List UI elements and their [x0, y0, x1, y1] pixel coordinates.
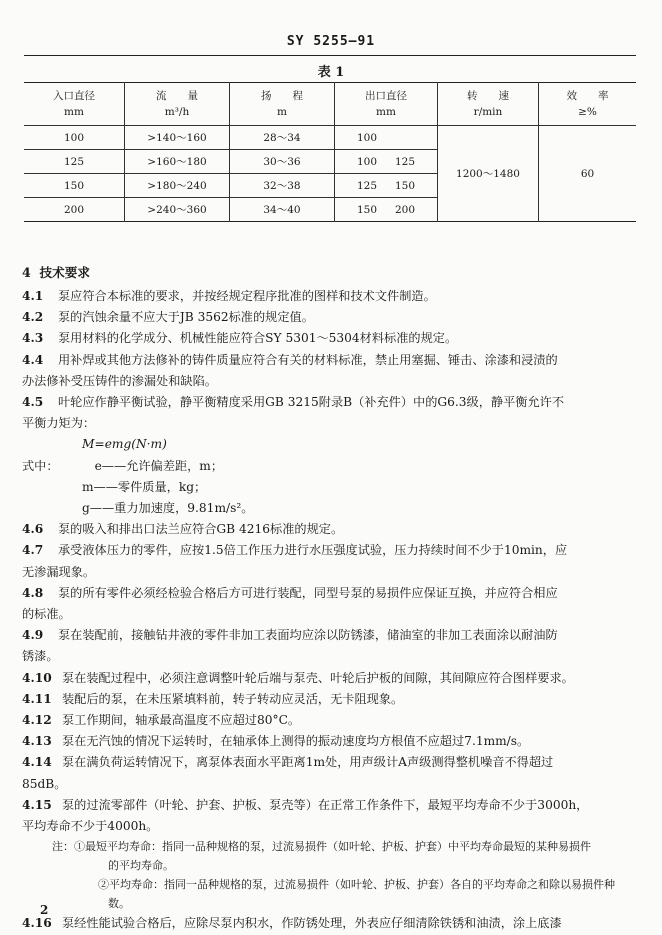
- formula: M=emg(N·m): [82, 437, 167, 452]
- note-1-cont: 的平均寿命。: [108, 859, 174, 873]
- clause-4-5: 4.5 叶轮应作静平衡试验，静平衡精度采用GB 3215附录B（补充件）中的G6.3级，静平衡允许不: [22, 395, 565, 410]
- note-1: 注：①最短平均寿命：指同一品种规格的泵，过流易损件（如叶轮、护板、护套）中平均寿命最短的某种易损件: [52, 840, 591, 854]
- formula-where: 式中： e——允许偏差距，m；: [22, 458, 224, 473]
- clause-4-8-cont: 的标准。: [22, 607, 71, 622]
- clause-4-7: 4.7 承受液体压力的零件，应按1.5倍工作压力进行水压强度试验，压力持续时间不少于10min，应: [22, 543, 568, 558]
- formula-def: g——重力加速度，9.81m/s²。: [82, 501, 254, 516]
- clause-4-16: 4.16 泵经性能试验合格后，应除尽泵内积水，作防锈处理，外表应仔细清除铁锈和油渍，涂上底漆: [22, 916, 562, 931]
- clause-4-15: 4.15 泵的过流零部件（叶轮、护套、护板、泵壳等）在正常工作条件下，最短平均寿命不少于3000h，: [22, 797, 589, 812]
- clause-4-14-cont: 85dB。: [22, 776, 67, 791]
- clause-4-7-cont: 无渗漏现象。: [22, 564, 96, 579]
- clause-4-9-cont: 锈漆。: [22, 649, 59, 664]
- col-head: 扬 程 m: [230, 83, 335, 126]
- table-row: 100 >140～160 28～34 100 1200～1480 60: [24, 126, 636, 150]
- pump-parameter-table: [24, 82, 636, 222]
- col-inlet: 入口直径 mm: [24, 83, 125, 126]
- page-number: 2: [40, 903, 49, 917]
- clause-4-1: 4.1 泵应符合本标准的要求，并按经规定程序批准的图样和技术文件制造。: [22, 289, 436, 303]
- note-2-cont: 数。: [108, 897, 130, 911]
- col-outlet: 出口直径 mm: [335, 83, 438, 126]
- clause-4-10: 4.10 泵在装配过程中，必须注意调整叶轮后端与泵壳、叶轮后护板的间隙，其间隙应符合图样要求。: [22, 670, 574, 685]
- notes-block: [22, 837, 636, 913]
- clause-4-14: 4.14 泵在满负荷运转情况下，离泵体表面水平距离1m处，用声级计A声级测得整机噪音不得超过: [22, 755, 554, 770]
- note-2: ②平均寿命：指同一品种规格的泵，过流易损件（如叶轮、护板、护套）各自的平均寿命之和除以易损件种: [98, 878, 615, 892]
- clause-4-11: 4.11 装配后的泵，在未压紧填料前，转子转动应灵活，无卡阻现象。: [22, 691, 404, 706]
- table-row: 200 >240～360 34～40 150 200: [24, 198, 636, 222]
- clause-4-4: 4.4 用补焊或其他方法修补的铸件质量应符合有关的材料标准，禁止用塞掘、锤击、涂漆和浸渍的: [22, 352, 558, 367]
- header-rule: [24, 55, 636, 56]
- clause-4-13: 4.13 泵在无汽蚀的情况下运转时，在轴承体上测得的振动速度均方根值不应超过7.1mm/s。: [22, 734, 530, 749]
- col-efficiency: 效 率 ≥%: [539, 83, 637, 126]
- clause-4-12: 4.12 泵工作期间，轴承最高温度不应超过80°C。: [22, 713, 301, 728]
- table-row: 125 >160～180 30～36 100 125: [24, 150, 636, 174]
- formula-def: m——零件质量，kg；: [82, 479, 207, 494]
- clause-4-6: 4.6 泵的吸入和排出口法兰应符合GB 4216标准的规定。: [22, 522, 344, 537]
- clause-4-3: 4.3 泵用材料的化学成分、机械性能应符合SY 5301～5304材料标准的规定。: [22, 331, 458, 346]
- clause-4-15-cont: 平均寿命不少于4000h。: [22, 819, 159, 834]
- clause-4-2: 4.2 泵的汽蚀余量不应大于JB 3562标准的规定值。: [22, 310, 314, 325]
- table-header-row: [24, 83, 636, 126]
- clause-4-4-cont: 办法修补受压铸件的渗漏处和缺陷。: [22, 373, 217, 388]
- clause-4-5-cont: 平衡力矩为：: [22, 416, 96, 431]
- speed-cell: 1200～1480: [438, 126, 539, 222]
- efficiency-cell: 60: [539, 126, 637, 222]
- col-flow: 流 量 m³/h: [125, 83, 230, 126]
- section-heading: 4 技术要求: [22, 265, 90, 280]
- clause-list: [22, 286, 636, 934]
- document-header: SY 5255—91: [286, 34, 376, 49]
- table-row: 150 >180～240 32～38 125 150: [24, 174, 636, 198]
- col-speed: 转 速 r/min: [438, 83, 539, 126]
- table-caption: 表 1: [317, 65, 345, 80]
- clause-4-8: 4.8 泵的所有零件必须经检验合格后方可进行装配，同型号泵的易损件应保证互换，并应符合相应: [22, 585, 558, 600]
- clause-4-9: 4.9 泵在装配前，接触钻井液的零件非加工表面均应涂以防锈漆，储油室的非加工表面涂以耐油防: [22, 628, 558, 643]
